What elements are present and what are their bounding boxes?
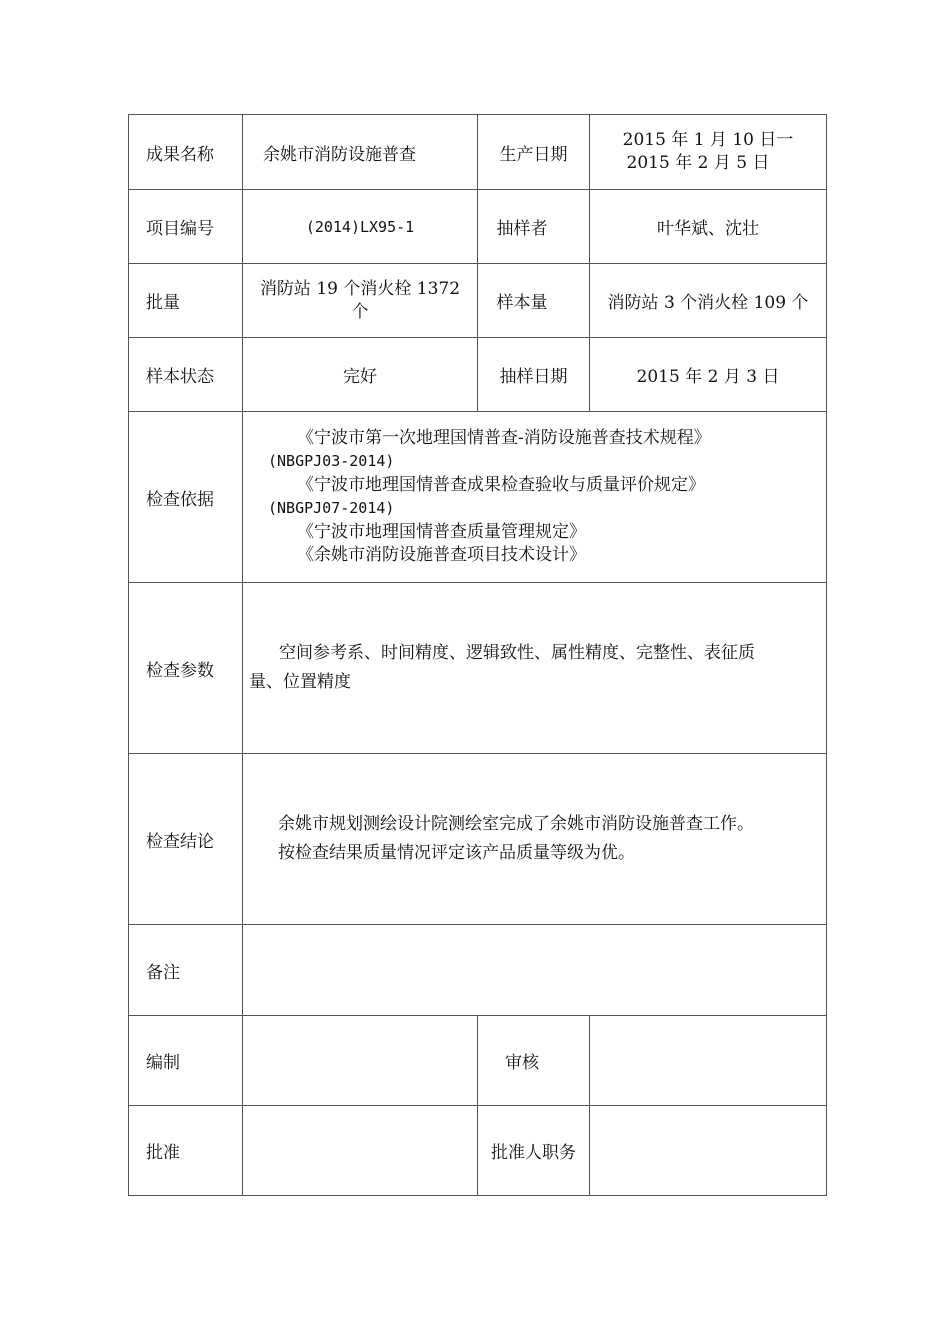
basis-line-1: 《宁波市第一次地理国情普查-消防设施普查技术规程》 xyxy=(297,427,711,448)
reviewed-by-label: 审核 xyxy=(505,1053,539,1073)
production-date-line-2: 2015 年 2 月 5 日 xyxy=(626,153,770,173)
sample-status-value: 完好 xyxy=(343,367,377,387)
remarks-label: 备注 xyxy=(146,962,180,983)
basis-line-5: 《宁波市地理国情普查质量管理规定》 xyxy=(297,521,586,542)
inspection-basis-content xyxy=(243,412,826,582)
inspection-params-content xyxy=(243,583,826,753)
sampling-date-value: 2015 年 2 月 3 日 xyxy=(636,367,780,387)
inspection-basis-label: 检查依据 xyxy=(146,489,214,510)
basis-line-4: (NBGPJ07-2014) xyxy=(268,499,395,517)
sample-size-label: 样本量 xyxy=(496,293,548,313)
sampling-date-label: 抽样日期 xyxy=(499,367,568,387)
params-line-1: 空间参考系、时间精度、逻辑致性、属性精度、完整性、表征质 xyxy=(279,643,755,663)
sample-size-value: 消防站 3 个消火栓 109 个 xyxy=(607,293,809,313)
batch-value xyxy=(243,264,477,337)
basis-line-3: 《宁波市地理国情普查成果检查验收与质量评价规定》 xyxy=(297,474,705,495)
sample-status-label: 样本状态 xyxy=(146,367,214,387)
inspection-conclusion-content xyxy=(243,754,826,924)
batch-line-2: 个 xyxy=(351,301,369,322)
product-name-label: 成果名称 xyxy=(146,144,214,165)
inspection-conclusion-label: 检查结论 xyxy=(146,831,214,852)
production-date-line-1: 2015 年 1 月 10 日一 xyxy=(622,130,794,150)
compiled-by-label: 编制 xyxy=(146,1053,180,1073)
sampler-label: 抽样者 xyxy=(496,219,548,239)
compiled-by-field xyxy=(243,1016,477,1105)
approver-title-field xyxy=(590,1106,826,1195)
sampler-value: 叶华斌、沈壮 xyxy=(657,219,759,239)
approved-by-field xyxy=(243,1106,477,1195)
product-name-value: 余姚市消防设施普查 xyxy=(263,144,416,165)
approved-by-label: 批准 xyxy=(146,1143,180,1163)
basis-line-6: 《余姚市消防设施普查项目技术设计》 xyxy=(297,545,586,565)
project-number-value: (2014)LX95-1 xyxy=(305,217,415,236)
batch-line-1: 消防站 19 个消火栓 1372 xyxy=(259,278,461,299)
production-date-label: 生产日期 xyxy=(499,144,568,165)
batch-label: 批量 xyxy=(146,293,180,313)
basis-line-2: (NBGPJ03-2014) xyxy=(268,452,395,470)
conclusion-line-2: 按检查结果质量情况评定该产品质量等级为优。 xyxy=(278,843,635,863)
conclusion-line-1: 余姚市规划测绘设计院测绘室完成了余姚市消防设施普查工作。 xyxy=(278,814,754,834)
reviewed-by-field xyxy=(590,1016,826,1105)
project-number-label: 项目编号 xyxy=(146,219,214,239)
production-date-value xyxy=(590,115,826,189)
approver-title-label: 批准人职务 xyxy=(491,1143,576,1163)
remarks-field xyxy=(243,925,826,1015)
inspection-params-label: 检查参数 xyxy=(146,660,214,681)
params-line-2: 量、位置精度 xyxy=(249,672,351,692)
